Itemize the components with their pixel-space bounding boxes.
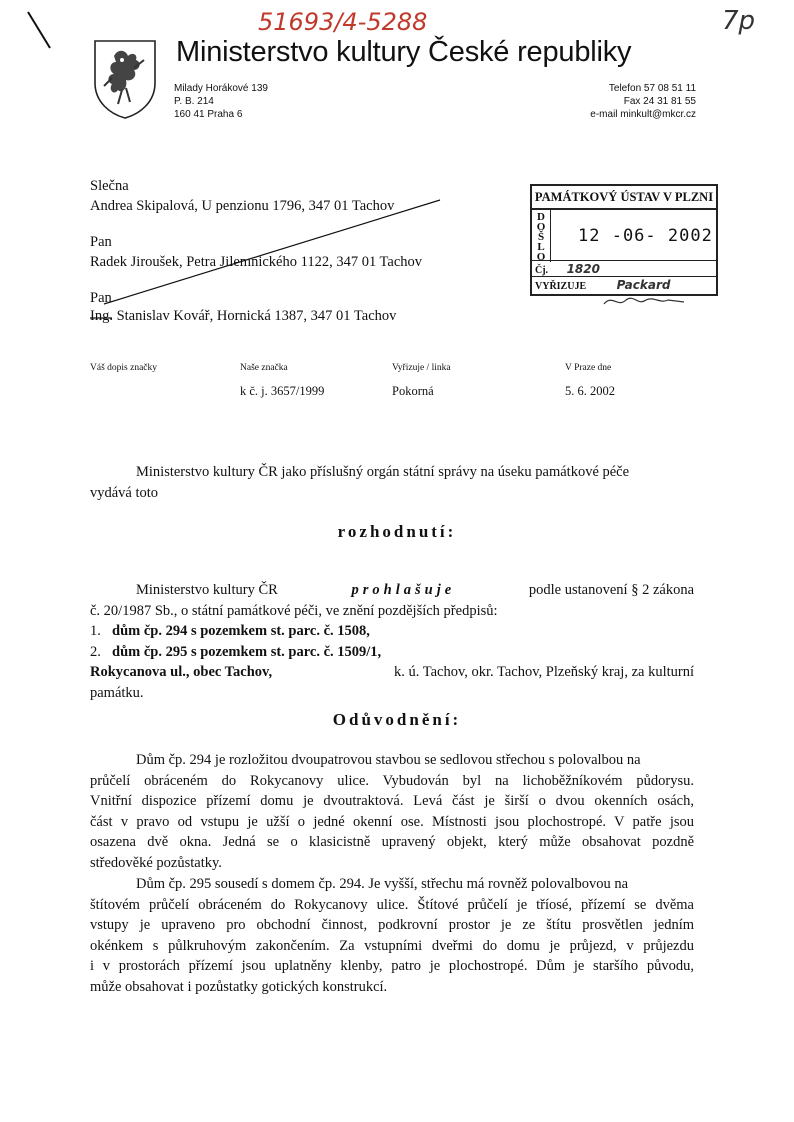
stamp-cj-label: Čj.	[535, 265, 549, 276]
reasoning-paragraph-2	[90, 874, 694, 998]
reasoning-line: středověké pozůstatky.	[90, 854, 222, 871]
reasoning-line: štítovém průčelí obráceném do Rokycanovy ulice. Štítové průčelí je tříosé, přízemí se dvěma	[90, 896, 694, 913]
decision-text: Ministerstvo kultury ČR	[136, 582, 278, 598]
reasoning-line: část v pravo od vstupu je užší o jedné okenní ose. Místnosti jsou plochostropé. V patře jsou	[90, 813, 694, 830]
reasoning-line: osazena dvě okna. Jedná se o klasicistně upravený objekt, který může obsahovat pozdně	[90, 834, 694, 851]
address-line: 160 41 Praha 6	[174, 109, 243, 120]
stamp-vyrizuje-label: VYŘIZUJE	[535, 281, 587, 292]
corner-slash-mark	[24, 8, 54, 50]
decision-location-line-2: památku.	[90, 684, 144, 701]
reasoning-line: i v prostorách přízemí jsou uplatněny klenby, patro je plochostropé. Dům je staršího původu,	[90, 958, 694, 975]
reasoning-line: okénkem s půlkruhovým zakončením. Za vstupními dveřmi do domu je průjezd, v průjezdu	[90, 937, 694, 954]
czech-lion-emblem-icon	[92, 38, 158, 120]
decision-keyword: prohlašuje	[351, 582, 456, 598]
decision-paragraph	[90, 580, 694, 704]
address-line: Milady Horákové 139	[174, 83, 268, 94]
decision-line-1	[90, 580, 694, 601]
item-number: 2.	[90, 643, 101, 660]
handwritten-signature	[600, 290, 690, 312]
item-text: dům čp. 295 s pozemkem st. parc. č. 1509/1,	[112, 643, 382, 660]
location-rest: k. ú. Tachov, okr. Tachov, Plzeňský kraj, za kulturní	[394, 664, 694, 681]
letterhead-address	[174, 82, 268, 121]
strike-through-line	[90, 196, 450, 326]
stamp-date: 12 -06- 2002	[578, 226, 713, 246]
decision-item-1	[90, 621, 694, 642]
decision-line-2: č. 20/1987 Sb., o státní památkové péči, ve znění pozdějších předpisů:	[90, 602, 498, 619]
reasoning-line: Dům čp. 294 je rozložitou dvoupatrovou stavbou se sedlovou střechou s polovalbou na	[136, 752, 641, 768]
ref-label-your-letter: Váš dopis značky	[90, 363, 158, 373]
ref-label-handled-by: Vyřizuje / linka	[392, 363, 451, 373]
reasoning-heading: Odůvodnění:	[332, 710, 462, 729]
email-line: e-mail minkult@mkcr.cz	[590, 109, 696, 120]
stamp-header: PAMÁTKOVÝ ÚSTAV V PLZNI	[532, 186, 716, 210]
reasoning-line: Vnitřní dispozice přízemí domu je dvoutraktová. Levá část je širší o dvou okenních osách,	[90, 793, 694, 810]
decision-item-2	[90, 642, 694, 663]
reasoning-line: vstupy je upraveno pro obchodní činnost, podkrovní prostor je ze štítu prosvětlen jedním	[90, 917, 694, 934]
letterhead-title: Ministerstvo kultury České republiky	[176, 36, 632, 68]
ref-value-handled-by: Pokorná	[392, 384, 434, 398]
recipient-3-address: Ing. Stanislav Kovář, Hornická 1387, 347 01 Tachov	[90, 308, 397, 324]
ref-value-date: 5. 6. 2002	[565, 384, 615, 398]
item-text: dům čp. 294 s pozemkem st. parc. č. 1508,	[112, 623, 370, 640]
item-number: 1.	[90, 623, 101, 640]
intro-paragraph	[90, 462, 694, 503]
received-stamp	[530, 184, 718, 296]
decision-location	[90, 662, 694, 683]
letterhead-contact	[590, 82, 696, 121]
ref-value-our-ref: k č. j. 3657/1999	[240, 384, 325, 398]
decision-heading: rozhodnutí:	[337, 522, 457, 541]
ref-label-date: V Praze dne	[565, 363, 612, 373]
recipient-1-salutation: Slečna	[90, 178, 129, 194]
recipient-3-salutation: Pan	[90, 290, 112, 306]
handwritten-corner-mark: 7p	[722, 6, 756, 36]
address-line: P. B. 214	[174, 96, 214, 107]
fax-line: Fax 24 31 81 55	[623, 96, 696, 107]
reasoning-line: průčelí obráceném do Rokycanovy ulice. Vybudován byl na lichoběžníkovém půdorysu.	[90, 772, 694, 789]
phone-line: Telefon 57 08 51 11	[608, 83, 696, 94]
stamp-cj-row	[532, 260, 716, 276]
stamp-side-label: D O Š L O	[532, 208, 551, 262]
reasoning-line: Dům čp. 295 sousedí s domem čp. 294. Je vyšší, střechu má rovněž polovalbovou na	[136, 876, 629, 892]
recipient-2-address: Radek Jiroušek, Petra Jilemnického 1122, 347 01 Tachov	[90, 254, 423, 270]
intro-line: Ministerstvo kultury ČR jako příslušný orgán státní správy na úseku památkové péče	[136, 464, 630, 480]
ref-label-our-ref: Naše značka	[240, 363, 288, 373]
stamp-vyrizuje-value: Packard	[616, 278, 671, 292]
intro-line: vydává toto	[90, 484, 159, 501]
stamp-cj-value: 1820	[566, 262, 600, 276]
recipient-2-salutation: Pan	[90, 234, 112, 250]
decision-text: podle ustanovení § 2 zákona	[528, 582, 694, 598]
location-bold: Rokycanova ul., obec Tachov,	[90, 664, 273, 681]
reasoning-line: může obsahovat i pozůstatky gotických konstrukcí.	[90, 978, 388, 995]
reasoning-paragraph-1	[90, 750, 694, 874]
handwritten-file-number: 51693/4-5288	[258, 8, 428, 36]
recipient-1-address: Andrea Skipalová, U penzionu 1796, 347 01 Tachov	[90, 198, 395, 214]
